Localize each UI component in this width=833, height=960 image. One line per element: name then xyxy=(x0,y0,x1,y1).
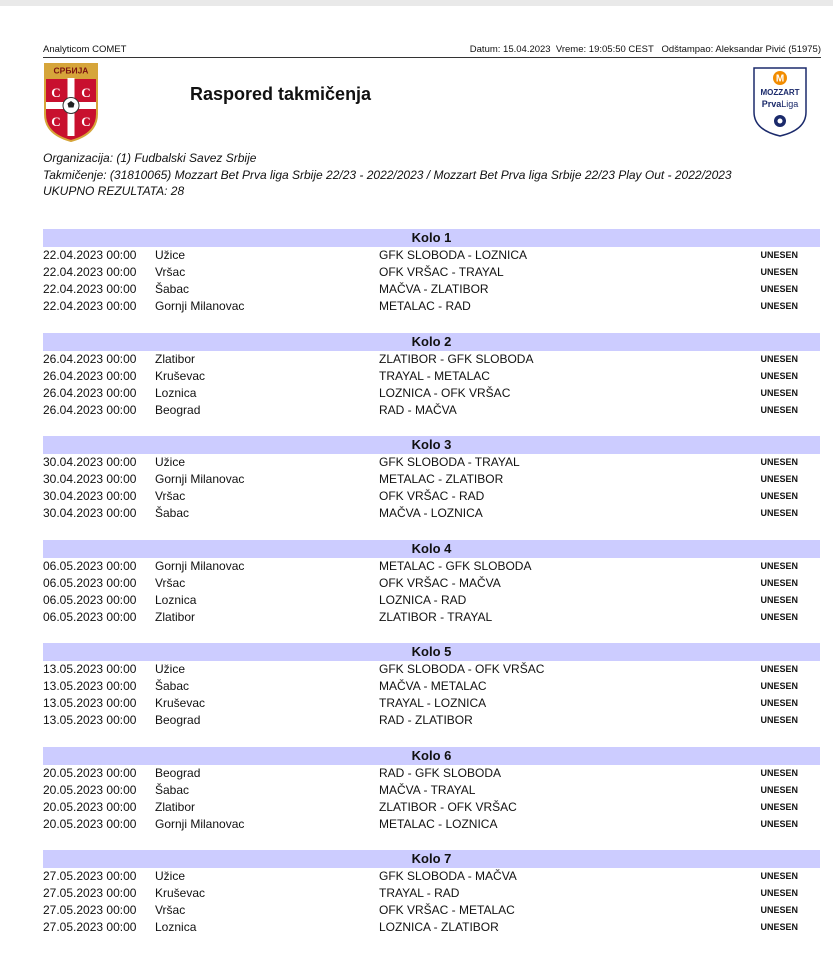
header-rule xyxy=(43,57,821,58)
match-status: UNESEN xyxy=(760,594,798,605)
match-venue: Užice xyxy=(155,869,186,883)
match-teams: GFK SLOBODA - MAČVA xyxy=(379,869,517,883)
match-row xyxy=(43,575,820,592)
round-header: Kolo 5 xyxy=(43,643,820,661)
match-teams: MAČVA - LOZNICA xyxy=(379,506,483,520)
match-teams: TRAYAL - METALAC xyxy=(379,368,490,383)
match-status: UNESEN xyxy=(760,888,798,898)
match-teams: OFK VRŠAC - MAČVA xyxy=(379,575,501,590)
match-datetime: 27.05.2023 00:00 xyxy=(43,920,137,934)
match-teams: TRAYAL - LOZNICA xyxy=(379,696,487,710)
match-venue: Loznica xyxy=(155,920,197,934)
match-venue: Zlatibor xyxy=(155,351,196,366)
match-datetime: 30.04.2023 00:00 xyxy=(43,472,137,486)
match-venue: Kruševac xyxy=(155,368,206,383)
match-row xyxy=(43,281,820,298)
match-datetime: 22.04.2023 00:00 xyxy=(43,299,137,313)
match-datetime: 30.04.2023 00:00 xyxy=(43,489,137,503)
match-datetime: 30.04.2023 00:00 xyxy=(43,455,137,469)
match-status: UNESEN xyxy=(760,801,798,812)
match-row xyxy=(43,902,820,919)
match-row xyxy=(43,609,820,626)
match-venue: Užice xyxy=(155,662,186,676)
match-venue: Gornji Milanovac xyxy=(155,299,245,313)
match-datetime: 06.05.2023 00:00 xyxy=(43,592,137,607)
match-datetime: 26.04.2023 00:00 xyxy=(43,385,137,400)
match-teams: LOZNICA - RAD xyxy=(379,592,467,607)
match-venue: Gornji Milanovac xyxy=(155,472,245,486)
match-venue: Vršac xyxy=(155,903,186,917)
match-venue: Šabac xyxy=(155,782,190,797)
match-datetime: 26.04.2023 00:00 xyxy=(43,351,137,366)
match-status: UNESEN xyxy=(760,404,798,415)
round-section xyxy=(43,436,820,540)
match-venue: Vršac xyxy=(155,575,186,590)
match-status: UNESEN xyxy=(760,818,798,829)
match-status: UNESEN xyxy=(760,767,798,778)
match-venue: Gornji Milanovac xyxy=(155,816,245,831)
mozzart-prva-liga-logo xyxy=(752,66,808,138)
print-header xyxy=(43,44,821,56)
match-teams: METALAC - ZLATIBOR xyxy=(379,472,504,486)
match-teams: GFK SLOBODA - LOZNICA xyxy=(379,248,528,262)
match-row xyxy=(43,765,820,782)
match-teams: METALAC - LOZNICA xyxy=(379,816,498,831)
page-edge xyxy=(0,0,833,6)
svg-text:C: C xyxy=(81,85,91,100)
match-datetime: 22.04.2023 00:00 xyxy=(43,248,137,262)
round-section xyxy=(43,540,820,644)
match-row xyxy=(43,885,820,902)
match-datetime: 06.05.2023 00:00 xyxy=(43,558,137,573)
match-venue: Vršac xyxy=(155,489,186,503)
crest-text: СРБИЈА xyxy=(53,65,89,76)
match-row xyxy=(43,402,820,419)
match-datetime: 13.05.2023 00:00 xyxy=(43,662,137,676)
match-status: UNESEN xyxy=(760,905,798,915)
date-value: 15.04.2023 xyxy=(503,44,551,55)
match-row xyxy=(43,592,820,609)
match-teams: OFK VRŠAC - TRAYAL xyxy=(379,265,504,279)
match-status: UNESEN xyxy=(760,491,798,501)
match-row xyxy=(43,558,820,575)
round-section xyxy=(43,333,820,437)
match-datetime: 20.05.2023 00:00 xyxy=(43,816,137,831)
round-section xyxy=(43,229,820,333)
round-header: Kolo 1 xyxy=(43,229,820,247)
match-status: UNESEN xyxy=(760,681,798,691)
match-status: UNESEN xyxy=(760,284,798,294)
svg-text:C: C xyxy=(81,114,91,129)
match-teams: LOZNICA - OFK VRŠAC xyxy=(379,385,511,400)
match-teams: MAČVA - METALAC xyxy=(379,679,487,693)
match-row xyxy=(43,264,820,281)
match-status: UNESEN xyxy=(760,387,798,398)
match-status: UNESEN xyxy=(760,922,798,932)
match-status: UNESEN xyxy=(760,560,798,571)
match-teams: LOZNICA - ZLATIBOR xyxy=(379,920,499,934)
schedule-list xyxy=(43,229,820,954)
match-teams: RAD - GFK SLOBODA xyxy=(379,765,502,780)
match-row xyxy=(43,488,820,505)
match-status: UNESEN xyxy=(760,698,798,708)
match-venue: Vršac xyxy=(155,265,186,279)
match-row xyxy=(43,661,820,678)
round-section xyxy=(43,643,820,747)
match-row xyxy=(43,247,820,264)
match-venue: Šabac xyxy=(155,282,190,296)
match-row xyxy=(43,695,820,712)
league-brand: MOZZART xyxy=(760,88,800,97)
printed-by-label: Odštampao: xyxy=(661,44,714,55)
match-row xyxy=(43,385,820,402)
match-venue: Kruševac xyxy=(155,696,206,710)
round-header: Kolo 2 xyxy=(43,333,820,351)
match-status: UNESEN xyxy=(760,784,798,795)
time-value: 19:05:50 CEST xyxy=(588,44,654,55)
match-venue: Loznica xyxy=(155,592,197,607)
match-status: UNESEN xyxy=(760,715,798,725)
match-status: UNESEN xyxy=(760,664,798,674)
match-datetime: 20.05.2023 00:00 xyxy=(43,782,137,797)
match-datetime: 20.05.2023 00:00 xyxy=(43,799,137,814)
match-status: UNESEN xyxy=(760,457,798,467)
round-section xyxy=(43,850,820,954)
match-datetime: 06.05.2023 00:00 xyxy=(43,609,137,624)
page-title: Raspored takmičenja xyxy=(190,84,372,104)
match-row xyxy=(43,712,820,729)
match-status: UNESEN xyxy=(760,871,798,881)
match-row xyxy=(43,816,820,833)
match-teams: GFK SLOBODA - TRAYAL xyxy=(379,455,520,469)
match-row xyxy=(43,471,820,488)
match-venue: Užice xyxy=(155,248,186,262)
organization-line: Organizacija: (1) Fudbalski Savez Srbije xyxy=(43,151,257,165)
match-teams: ZLATIBOR - GFK SLOBODA xyxy=(379,351,534,366)
match-datetime: 13.05.2023 00:00 xyxy=(43,713,137,727)
match-datetime: 13.05.2023 00:00 xyxy=(43,696,137,710)
svg-text:C: C xyxy=(51,114,61,129)
match-datetime: 27.05.2023 00:00 xyxy=(43,903,137,917)
match-datetime: 27.05.2023 00:00 xyxy=(43,869,137,883)
competition-info xyxy=(43,150,732,200)
match-venue: Užice xyxy=(155,455,186,469)
league-line2: Liga xyxy=(781,99,799,109)
match-status: UNESEN xyxy=(760,353,798,364)
round-header: Kolo 3 xyxy=(43,436,820,454)
print-info xyxy=(470,44,821,55)
match-teams: GFK SLOBODA - OFK VRŠAC xyxy=(379,662,545,676)
match-row xyxy=(43,505,820,522)
match-teams: METALAC - RAD xyxy=(379,299,471,313)
source-label: Analyticom COMET xyxy=(43,44,127,55)
svg-text:PrvaLiga xyxy=(762,99,799,109)
match-row xyxy=(43,799,820,816)
printed-by-value: Aleksandar Pivić (51975) xyxy=(715,44,821,55)
match-status: UNESEN xyxy=(760,577,798,588)
match-teams: MAČVA - TRAYAL xyxy=(379,782,476,797)
match-datetime: 30.04.2023 00:00 xyxy=(43,506,137,520)
match-teams: RAD - ZLATIBOR xyxy=(379,713,473,727)
match-venue: Šabac xyxy=(155,506,190,520)
match-teams: RAD - MAČVA xyxy=(379,402,457,417)
match-venue: Gornji Milanovac xyxy=(155,558,245,573)
match-teams: METALAC - GFK SLOBODA xyxy=(379,558,532,573)
match-datetime: 27.05.2023 00:00 xyxy=(43,886,137,900)
match-row xyxy=(43,454,820,471)
competition-line: Takmičenje: (31810065) Mozzart Bet Prva liga Srbije 22/23 - 2022/2023 / Mozzart Bet Prva liga Srbije 22/23 Play Out - 2022/2023 xyxy=(43,167,732,182)
svg-text:C: C xyxy=(51,85,61,100)
match-venue: Beograd xyxy=(155,713,201,727)
round-header: Kolo 6 xyxy=(43,747,820,765)
match-teams: TRAYAL - RAD xyxy=(379,886,460,900)
match-teams: ZLATIBOR - TRAYAL xyxy=(379,609,493,624)
match-row xyxy=(43,678,820,695)
match-row xyxy=(43,919,820,936)
match-venue: Zlatibor xyxy=(155,799,196,814)
round-header: Kolo 4 xyxy=(43,540,820,558)
match-datetime: 22.04.2023 00:00 xyxy=(43,265,137,279)
match-venue: Loznica xyxy=(155,385,197,400)
match-venue: Zlatibor xyxy=(155,609,196,624)
round-header: Kolo 7 xyxy=(43,850,820,868)
match-teams: OFK VRŠAC - METALAC xyxy=(379,903,515,917)
league-line1: Prva xyxy=(761,99,782,109)
match-teams: OFK VRŠAC - RAD xyxy=(379,489,485,503)
match-datetime: 26.04.2023 00:00 xyxy=(43,368,137,383)
match-row xyxy=(43,298,820,315)
date-label: Datum: xyxy=(469,44,501,55)
match-datetime: 13.05.2023 00:00 xyxy=(43,679,137,693)
match-datetime: 06.05.2023 00:00 xyxy=(43,575,137,590)
time-label: Vreme: xyxy=(555,44,587,55)
match-status: UNESEN xyxy=(760,474,798,484)
match-row xyxy=(43,368,820,385)
match-status: UNESEN xyxy=(760,301,798,311)
match-venue: Kruševac xyxy=(155,886,206,900)
match-datetime: 22.04.2023 00:00 xyxy=(43,282,137,296)
svg-text:M: M xyxy=(775,73,785,85)
match-row xyxy=(43,351,820,368)
match-datetime: 20.05.2023 00:00 xyxy=(43,765,137,780)
match-status: UNESEN xyxy=(760,508,798,518)
match-row xyxy=(43,868,820,885)
match-teams: MAČVA - ZLATIBOR xyxy=(379,282,489,296)
fss-crest-logo xyxy=(43,62,99,142)
round-section xyxy=(43,747,820,851)
match-datetime: 26.04.2023 00:00 xyxy=(43,402,137,417)
match-status: UNESEN xyxy=(760,267,798,277)
match-status: UNESEN xyxy=(760,250,798,260)
match-row xyxy=(43,782,820,799)
match-venue: Šabac xyxy=(155,679,190,693)
total-results-line: UKUPNO REZULTATA: 28 xyxy=(43,184,185,198)
match-venue: Beograd xyxy=(155,765,201,780)
match-venue: Beograd xyxy=(155,402,201,417)
match-status: UNESEN xyxy=(760,370,798,381)
match-teams: ZLATIBOR - OFK VRŠAC xyxy=(379,799,517,814)
match-status: UNESEN xyxy=(760,611,798,622)
